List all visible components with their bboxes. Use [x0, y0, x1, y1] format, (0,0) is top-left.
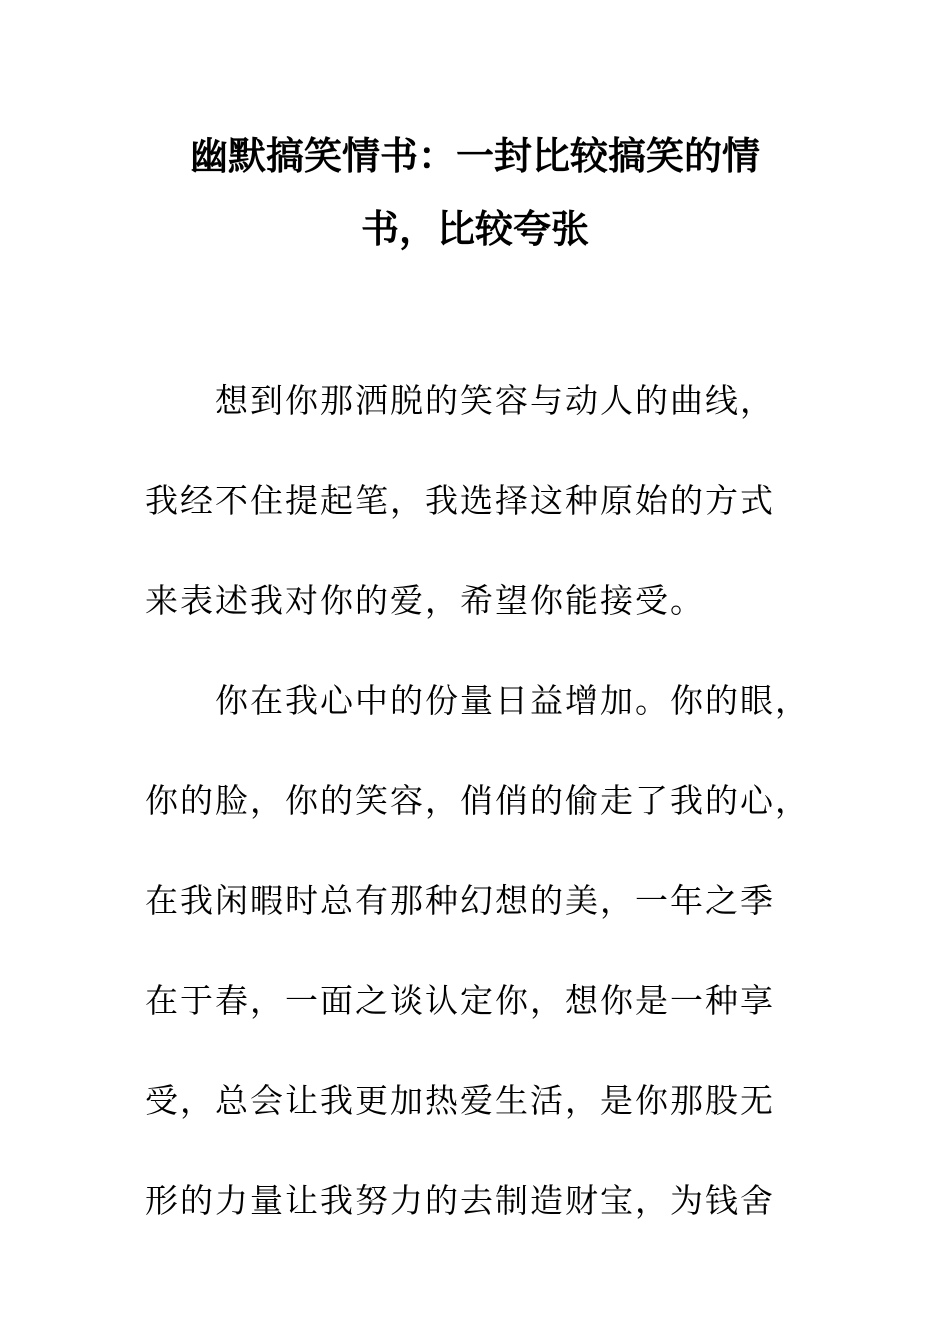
paragraph-2-line-1: 你在我心中的份量日益增加。你的眼，: [215, 681, 810, 720]
paragraph-1-line-2: 我经不住提起笔，我选择这种原始的方式: [145, 481, 775, 520]
document-title-line-2: 书，比较夸张: [360, 206, 589, 251]
document-title-line-1: 幽默搞笑情书：一封比较搞笑的情: [189, 133, 760, 178]
paragraph-2-line-6: 形的力量让我努力的去制造财宝，为钱舍: [145, 1181, 775, 1220]
paragraph-2-line-3: 在我闲暇时总有那种幻想的美，一年之季: [145, 881, 775, 920]
paragraph-2-line-4: 在于春，一面之谈认定你，想你是一种享: [145, 981, 775, 1020]
paragraph-2-line-5: 受，总会让我更加热爱生活，是你那股无: [145, 1081, 775, 1120]
paragraph-2-line-2: 你的脸，你的笑容，俏俏的偷走了我的心，: [145, 781, 810, 820]
paragraph-1-line-3: 来表述我对你的爱，希望你能接受。: [145, 581, 705, 620]
paragraph-1-line-1: 想到你那洒脱的笑容与动人的曲线，: [215, 381, 775, 420]
